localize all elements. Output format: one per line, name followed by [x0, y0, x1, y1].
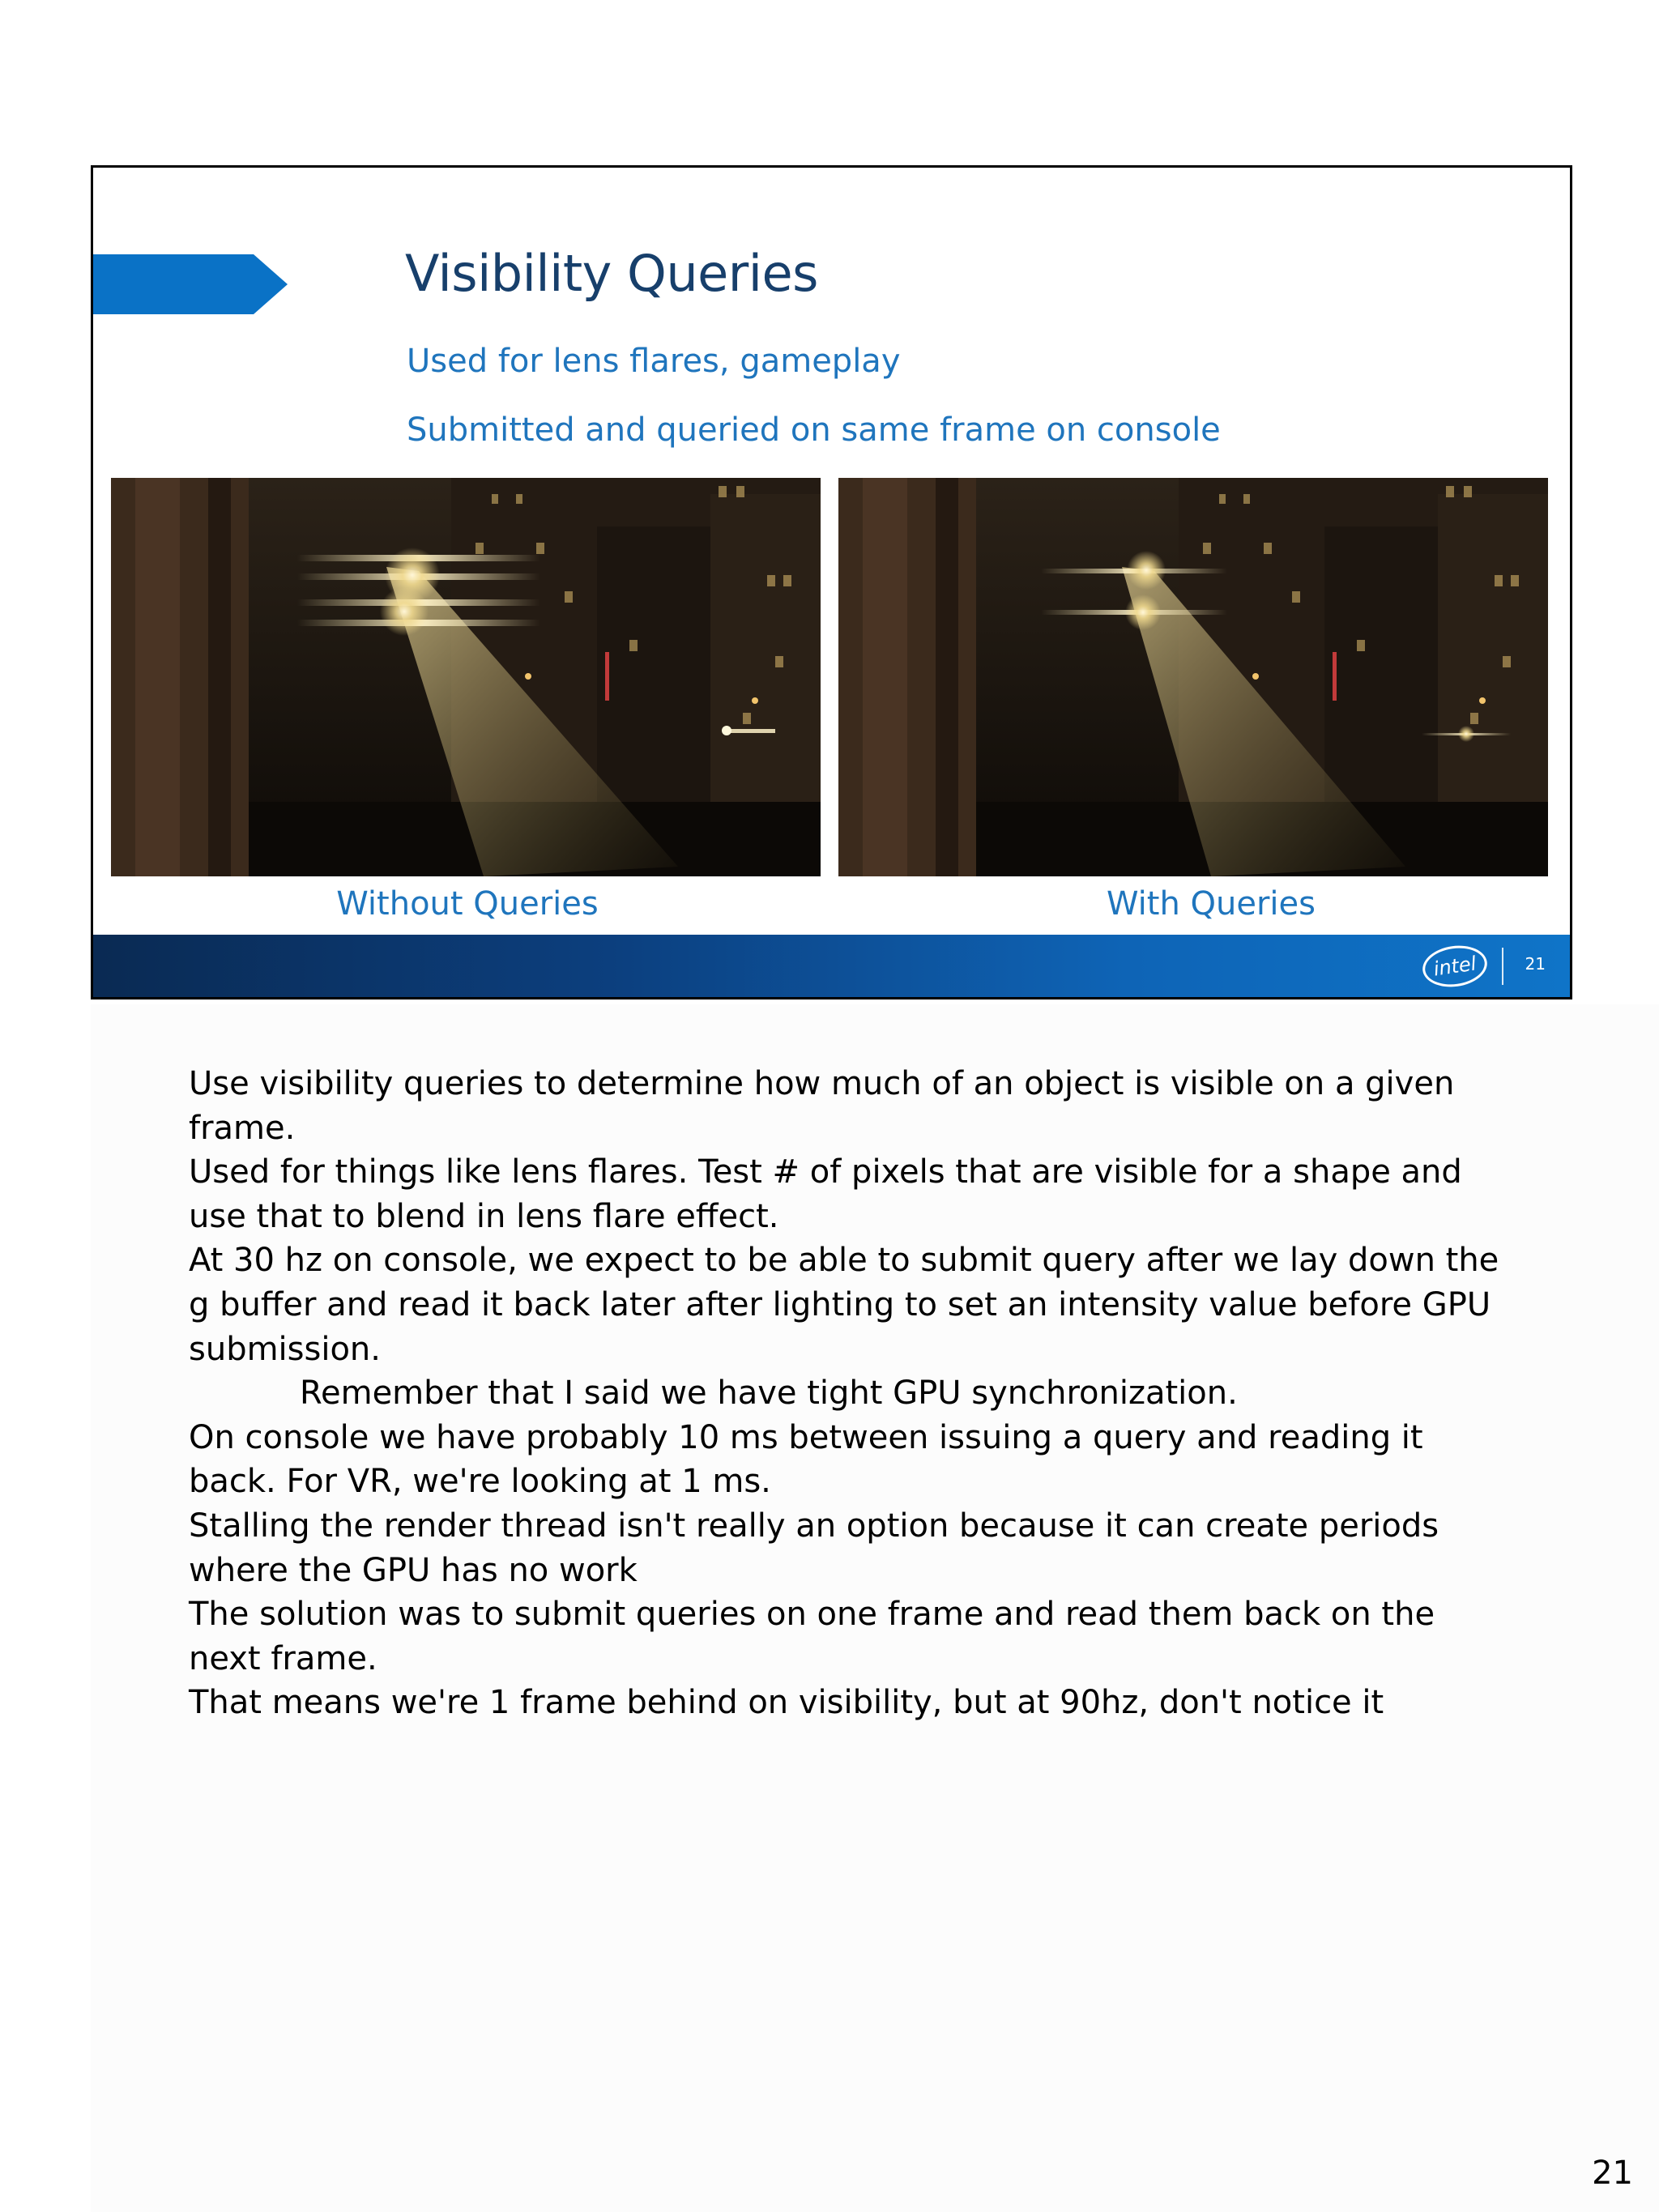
slide-footer	[93, 935, 1570, 997]
note-paragraph: The solution was to submit queries on one frame and read them back on the next frame.	[189, 1596, 1435, 1677]
note-paragraph: Used for things like lens flares. Test # of pixels that are visible for a shape and use that to blend in lens flare effect.	[189, 1153, 1462, 1235]
note-paragraph: Stalling the render thread isn't really an option because it can create periods where the GPU has no work	[189, 1507, 1439, 1589]
intel-logo: intel	[1420, 942, 1490, 991]
slide-bullet: Used for lens flares, gameplay	[407, 343, 901, 380]
speaker-notes	[189, 1062, 1501, 1725]
caption-without-queries: Without Queries	[336, 885, 599, 923]
note-paragraph: Remember that I said we have tight GPU synchronization.	[300, 1375, 1238, 1413]
slide-number: 21	[1525, 954, 1546, 974]
slide-title: Visibility Queries	[405, 244, 818, 303]
slide	[91, 165, 1572, 999]
note-paragraph: That means we're 1 frame behind on visibility, but at 90hz, don't notice it	[189, 1684, 1384, 1722]
arrow-banner	[93, 254, 288, 314]
footer-divider	[1502, 948, 1503, 985]
note-paragraph: At 30 hz on console, we expect to be able to submit query after we lay down the g buffer and read it back later after lighting to set an intensity value before GPU submission.	[189, 1242, 1499, 1368]
caption-with-queries: With Queries	[1107, 885, 1316, 923]
slide-bullet: Submitted and queried on same frame on console	[407, 411, 1221, 449]
page-number: 21	[1592, 2154, 1633, 2192]
note-paragraph: Use visibility queries to determine how much of an object is visible on a given frame.	[189, 1065, 1455, 1147]
screenshot-without-queries	[111, 478, 821, 876]
screenshot-with-queries	[838, 478, 1548, 876]
note-paragraph: On console we have probably 10 ms between issuing a query and reading it back. For VR, we're looking at 1 ms.	[189, 1418, 1423, 1501]
